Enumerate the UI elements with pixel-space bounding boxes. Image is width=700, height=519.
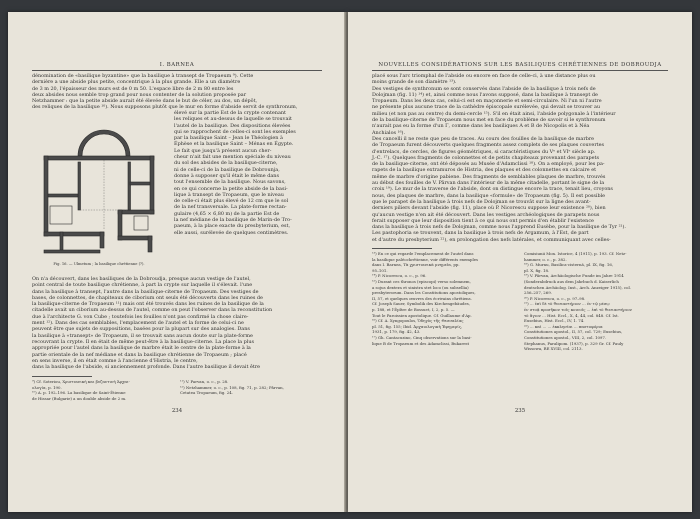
text-line: milieu (et non pas au centre) du demi-cercle ¹⁵). S'il en était ainsi, l'abside polygonale à l'intérieur [372, 110, 616, 117]
footnote-line: ¹⁹) V. Pârvan, Archäologische Funde im Jahre 1914 [524, 273, 624, 279]
text-line: de celle-ci était plus élevé de 12 cm que le sol [174, 198, 289, 205]
right-footnotes-col2 [524, 251, 668, 352]
left-body-text [32, 276, 322, 370]
text-line: derniers piliers devant l'abside (fig. 11), place où P. Nicorescu suppose leur existence ²⁰), bien [372, 205, 606, 212]
footnote-line: ¹⁴) P. Nicorescu, o. c., p. 96. [372, 273, 427, 279]
footnote-line: ²⁰) P. Nicorescu, o. c., p. 97–98. [524, 295, 586, 301]
text-line: cheur n'ait fait une mention spéciale du niveau [174, 154, 291, 161]
footnote-rule [372, 248, 432, 249]
text-line: ment ¹²). Dans des cas semblables, l'emplacement de l'autel et la forme de celui-ci ne [32, 320, 244, 327]
footnote-line: 1931, p. 179, fig. 42, 43. [372, 329, 421, 335]
text-line: l'autel de la basilique. Des dispositions élevées [174, 122, 291, 129]
footnote-line: ¹³) En ce qui regarde l'emplacement de l'autel dans [372, 251, 474, 256]
text-line: et d'autre du presbyterium ²²), en prolongation des nefs latérales, et communiquant avec celles- [372, 236, 611, 243]
footnote-line: ²¹) ... ἐπὶ δὲ τὸ θυσιαστήριον ... ἐν τῷ μέσῳ [524, 301, 610, 307]
basilica-floor-plan-figure [30, 112, 168, 266]
text-line: bases, de colonnettes, de chapiteaux de ciborium ont seuls été découverts dans les ruines de [32, 294, 263, 301]
footnote-line: Cf. Joseph Sauer, Symbolik des Kirchengebäudes, [372, 301, 471, 307]
text-line: qu'aucun vestige n'en ait été découvert. Dans les vestiges archéologiques de parapets nous [372, 211, 600, 218]
text-line: au début des fouilles de V. Pârvan dans l'intérieur de la même citadelle, portant le signe de la [372, 180, 605, 187]
text-line: de la nef transversale. La plate-forme rectan- [174, 204, 287, 211]
text-line: qui se rapprochent de celles-ci sont les exemples [174, 128, 296, 135]
footnote-line: Cetatea Tropaeum, fig. 24. [180, 390, 233, 396]
text-line: les reliques et au-dessus de laquelle se trouvait [174, 116, 292, 123]
text-line: ne présente plus aucune trace de la cathèdre épiscopale surélevée, qui devait se trouver au [372, 104, 601, 111]
text-line: Anchialos ¹⁶). [372, 129, 406, 136]
text-line: Les pastophoria se trouvent, dans la basilique à trois nefs de Argamum, à l'Est, de part [372, 230, 589, 237]
text-line: dans la basilique à transept, l'autre dans la basilique-citerne de Tropaeum. Des vestiges de [32, 288, 259, 295]
text-line: la nef médiane de la basilique de Marin-de Tro- [174, 217, 292, 224]
right-footnotes-col1 [372, 251, 516, 346]
text-line: peuvent être que sujets de suppositions, basées pour la plupart sur des analogies. Dans [32, 326, 250, 333]
text-line: Tropaeum. Dans les deux cas, celui-ci est en maçonnerie et semi-circulaire. Ni l'un ni l'autre [372, 98, 602, 105]
text-line: la basilique-citerne de Tropaeum ¹¹) mais ont été trouvés dans les ruines de la basilique de la [32, 301, 264, 308]
text-line: paeum, à la place exacte du presbyterium, est, [174, 223, 291, 230]
text-line: dans la basilique de l'abside, si anciennement profonde. Dans l'autre basilique il devait être [32, 364, 261, 371]
text-line: la basilique à «transept» de Tropaeum, il se trouvait sans aucun doute sur la plate-forme [32, 332, 253, 339]
text-line: citadelle avait un ciborium au-dessus de l'autel, comme on peut l'observer dans la reconstitution [32, 307, 273, 314]
footnote-line: dans I. Barnea, Τὰ χριστιανικὰ μνημεῖα, pp. [372, 262, 460, 268]
text-line: rapets de la basilique extramuros de Histria, des plaques et des colonnettes en calcaire et [372, 167, 597, 174]
text-line: du sol des absides de la basilique-citerne, [174, 160, 278, 167]
text-line: J.-C. ¹⁷). Quelques fragments de colonnettes et de petits chapiteaux provenant des parapets [372, 154, 600, 161]
text-line: tout l'ensemble de la basilique. Nous savons, [174, 179, 286, 186]
right-page [348, 12, 692, 512]
text-line: elle aussi, surélevée de quelques centimètres. [174, 229, 289, 236]
left-intro-text [32, 73, 322, 111]
text-line: d'entrelacs, de cercles, de figures géométriques, si caractéristiques du Vᵉ et VIᵉ siècle ap. [372, 148, 596, 155]
footnote-line: Tout le Paroissien apostolique. Cf. Guillaume d'Ap. [372, 312, 472, 318]
footnote-line: 256–257, 269. [524, 290, 552, 296]
text-line: n'aurait pas eu la forme d'un Γ, comme dans les basiliques A et B de Nicopolis et à Néa [372, 123, 590, 130]
text-line: partie orientale de la nef médiane et dans la basilique chrétienne de Tropaeum ; placé [32, 351, 247, 358]
footnote-line: τὸ ἅγιον ... Hist. Eccl., X, 4, 44, col. 848. Cf. Ist. [524, 312, 619, 318]
right-running-header: NOUVELLES CONSIDÉRATIONS SUR LES BASILIQUES CHRÉTIENNES DE DOBROUDJA [378, 62, 662, 68]
left-footnotes-col1 [32, 379, 174, 401]
text-line: Dolojman (fig. 11) ¹⁴) et, ainsi comme nous l'avons supposé, dans la basilique à transept de [372, 91, 598, 98]
footnote-line: II, 57, et quelques œuvres des écrivains chrétiens. [372, 295, 472, 301]
footnote-line: ἐν στοᾷ προσῆκον τοῖς κοινοῖς ... ἐπὶ τὸ θυσιαστήριον [524, 306, 632, 312]
footnote-line: ¹¹) V. Parvan, o. c., p. 28. [180, 379, 229, 384]
footnote-line: a sojus dextera et sinistra stet loco (ou subsellia) [372, 284, 469, 290]
footnote-line: ¹⁵) Durant ces thronos (episcopi) verso solemnem, [372, 278, 471, 284]
text-line: croix ¹⁹). Le mur de la traverse de l'abside, dont on distingue encore la trace, tenait lieu, croyons [372, 186, 613, 193]
footnote-line: pl. X, fig. 18. [524, 267, 550, 273]
text-line: nous, des plaques de marbre, dans la basilique «formule» de Tropaeum (fig. 5). Il est possible [372, 192, 606, 199]
text-line: que le parapet de la basilique à trois nefs de Dolojman se trouvât sur la ligne des avant- [372, 198, 591, 205]
footnote-line: Stephanus, Paralipom. (1937), p. 329 Gr. Cf. Pauly [524, 340, 624, 346]
text-line: élevé sur la partie Est de la crypte contenant [174, 110, 286, 116]
text-line: par la basilique Saint – Jean le Théologien à [174, 135, 283, 142]
footnote-line: 95–101. [372, 267, 388, 273]
text-line: ferait supposer que leur disposition tient à ce qui nous ont permis d'en établir l'existence [372, 217, 594, 224]
text-line: On n'a découvert, dans les basiliques de la Dobroudja, presque aucun vestige de l'autel, [32, 276, 251, 282]
text-line: lique à transept de Tropaeum, que le niveau [174, 191, 284, 198]
footnote-line: deutschen Archäolog. Inst., Arch. Anzeiger 1915), col. [524, 284, 631, 290]
text-line: placé sous l'arc triomphal de l'abside ou encore en face de celle-ci, à une distance plus ou [372, 73, 596, 79]
footnote-line: ¹⁰) A. p. 192–196. La basilique de Saint-Étienne [32, 390, 126, 396]
text-line: dernière a une abside plus petite, concentrique à la plus grande. Elle a un diamètre [32, 79, 241, 86]
footnote-line: p. 188, et l'Épître de Bossuet, I, 2, p. 5. — [372, 306, 455, 312]
figure-caption: Fig. 16. — Ulmetum ; la basilique chrétienne (?). [53, 262, 145, 266]
text-line: Netzhammer : que la petite abside aurait été élevée dans le but de céler, au dos, un dépôt, [32, 98, 258, 105]
footnote-line: ²²) ... καὶ ... ... ἐκκλησίαι ... παστοφόρια [524, 323, 603, 329]
footnote-line: la basilique paléochrétienne, voir différents exemples [372, 256, 478, 262]
footnote-rule [32, 376, 92, 377]
text-line: recouvrant la crypte. Il en était de même peut-être à la basilique-citerne. La place la plus [32, 338, 255, 345]
text-line: de la basilique-citerne de Tropaeum nous met en face du problème de savoir si le synthronum [372, 117, 606, 124]
footnote-line: (Sonderabdruck aus dem Jahrbuch d. Kaiserlich [524, 278, 619, 284]
text-line: donne à supposer qu'il était le même dans [174, 172, 279, 179]
footnote-line: ⁹) Cf. Soteriou, Χριστιανική και βυζαντινή Ἀρχαι- [32, 379, 130, 384]
left-running-header: I. BARNEA [159, 62, 195, 68]
text-line: deux absides nous semble trop grand pour nous contenter de la solution proposée par [32, 91, 247, 98]
text-line: dénomination de «basilique byzantine» que la basilique à transept de Tropaeum ⁹). Cette [32, 73, 254, 79]
right-body-text [372, 73, 668, 243]
text-line: même de marbre d'origine pabiene. Des fragments de semblables plaques de marbre, trouvés [372, 173, 606, 180]
basilica-plan-drawing [30, 112, 168, 262]
footnote-line: ¹²) Netzhammer, o. c., p. 108, fig. 71, p. 282; Pârvan, [180, 384, 284, 390]
text-line: Des vestiges de synthronum se sont conservés dans l'abside de la basilique à trois nefs de [372, 85, 596, 92]
left-wrapped-text [174, 110, 322, 236]
footnote-line: Wissowa, RE XVIII, col. 2113. [524, 346, 583, 352]
text-line: gulaire (4,65 × 6,80 m) de la partie Est de [174, 210, 280, 217]
footnote-line: Comisiunii Mon. Istorice, 4 (1911), p. 193. Cf. Netz- [524, 251, 627, 256]
footnote-line: ¹⁶) Cf. A. Xyngopoulos, Ὀδηγὸς τῆς Θεσσαλίας [372, 318, 464, 324]
footnote-line: ¹⁷) Gh. Cantacuzino, Cinq observations sur la basi- [372, 334, 472, 340]
text-line: des reliques de la basilique ¹⁰). Nous supposons plutôt que le mur en forme d'abside servit de synthronum, [32, 104, 298, 111]
text-line: Des cancelli il ne reste que peu de traces. Au cours des fouilles de la basilique de marbre [372, 135, 595, 142]
text-line: due à l'architecte G. von Cube ; toutefois les fouilles n'ont pas confirmé la chose claire- [32, 313, 249, 320]
left-page [8, 12, 346, 512]
text-line: ni de celle-ci de la basilique de Dobrounja, [174, 166, 280, 173]
text-line: de 3 m 20, l'épaisseur des murs est de 0 m 50. L'espace libre de 2 m 80 entre les [32, 85, 234, 92]
text-line: en ce qui concerne la petite abside de la basi- [174, 185, 288, 192]
footnote-line: ¹⁸) G. Murnu, Basilica-cisternă, pl. IX, fig. 16, [524, 262, 614, 268]
text-line: en sens inverse, il en était comme à l'ancienne d'Histria, le centre, [32, 357, 198, 364]
footnote-line: hammer, o. c., p. 382. [524, 256, 567, 262]
text-line: de Tropaeum furent découverts quelques fragments assez complets de ses plaques couvertes [372, 142, 605, 149]
footnote-line: presbyterorum. Dans les Constitutions apostoliques, [372, 290, 476, 296]
footnote-line: Eusebius, Hist. Eccl., IV, 1. 74. [524, 318, 585, 324]
text-line: appropriée pour l'autel dans la basilique de marbre était le centre de la plate-forme à la [32, 345, 251, 352]
footnote-line: lique B de Tropaeum et des Adamclissi, Bukarest [372, 340, 470, 346]
text-line: moins grande de son diamètre ¹³). [372, 79, 457, 86]
text-line: de la basilique-citerne, ont été déposés au Musée d'Adamclissi ¹⁸). On a employé, pour les pa- [372, 161, 605, 168]
text-line: point central de toute basilique chrétienne, à part la crypte sur laquelle il s'élevait. l'une [32, 282, 253, 289]
text-line: Le fait que jusqu'à présent aucun cher- [174, 147, 272, 154]
text-line: dans la basilique à trois nefs de Dolojman, comme nous l'apprend Eusèbe, pour la basilique de Tyr ²¹). [372, 224, 626, 231]
left-footnotes-col2 [180, 379, 322, 396]
footnote-line: ολογία, p. 190. [32, 384, 62, 390]
header-rule [372, 70, 668, 71]
footnote-line: Constitutiones apostol., VIII, 2, col. 1097. [524, 334, 607, 340]
text-line: Éphèse et la basilique Saint – Ménas en Égypte. [174, 141, 294, 148]
footnote-line: de Hissar (Bulgarie) a un double abside de 2 m. [32, 395, 127, 401]
left-page-number: 234 [171, 408, 183, 414]
footnote-line: Constitutiones apostol., II, 57, col. 729; Eusebius, [524, 329, 623, 335]
right-page-number: 235 [514, 408, 526, 414]
header-rule [32, 70, 322, 71]
footnote-line: pl. 51, fig. 155; Ibid. Ἀρχαιολογικὴ Ἐφημερίς, [372, 323, 463, 329]
